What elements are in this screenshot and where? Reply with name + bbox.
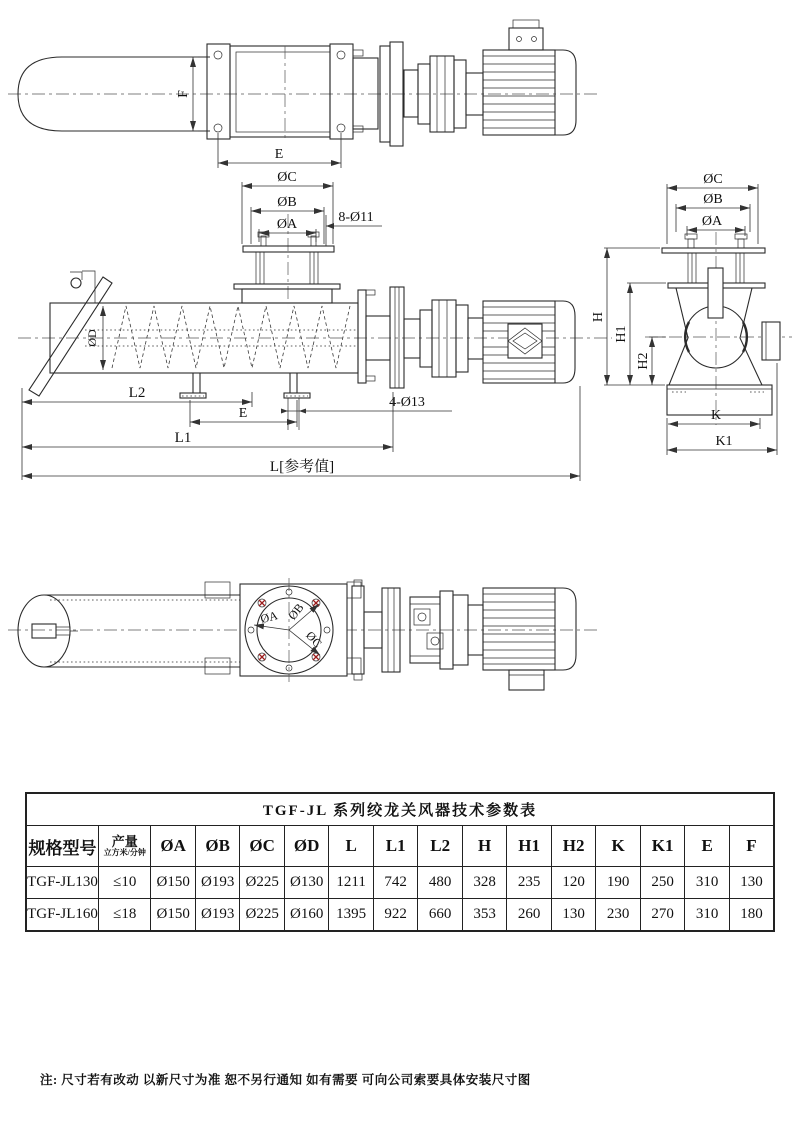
dim-label-h1: H1 (614, 325, 629, 343)
cell-value: 310 (685, 899, 730, 932)
cell-value: Ø225 (240, 899, 285, 932)
cell-capacity: ≤10 (99, 867, 151, 899)
dim-label-phib-bottom: ØB (285, 600, 307, 623)
top-view (8, 20, 600, 168)
capacity-header-unit: 立方米/分钟 (103, 848, 146, 857)
dim-label-phic-side: ØC (277, 170, 297, 185)
cell-value: Ø160 (284, 899, 329, 932)
cell-value: 235 (507, 867, 552, 899)
cell-value: 1211 (329, 867, 374, 899)
cell-value: 250 (640, 867, 685, 899)
spec-table (25, 792, 775, 932)
mounting-plate-right (330, 44, 353, 139)
col-header-f: F (729, 826, 774, 867)
cell-value: Ø225 (240, 867, 285, 899)
col-header-e: E (685, 826, 730, 867)
dim-label-bolts-top: 8-Ø11 (338, 210, 374, 225)
side-view (18, 170, 612, 481)
dim-label-f: F (176, 90, 191, 98)
capacity-header-main: 产量 (111, 834, 138, 849)
motor (483, 20, 576, 135)
cell-value: 180 (729, 899, 774, 932)
col-header-l: L (329, 826, 374, 867)
valve-housing (667, 268, 780, 415)
cell-value: 260 (507, 899, 552, 932)
cell-value: Ø150 (151, 899, 196, 932)
cell-value: 270 (640, 899, 685, 932)
dim-label-h: H (591, 311, 606, 323)
cell-model: TGF-JL160 (26, 899, 99, 932)
dim-label-phia-side: ØA (276, 217, 298, 232)
table-row-jl130 (26, 867, 774, 899)
drive-shaft (708, 268, 723, 318)
dim-label-l2: L2 (128, 385, 146, 401)
dim-label-phib-end: ØB (703, 192, 723, 207)
dim-label-phia-bottom: ØA (258, 608, 280, 627)
mounting-plate-left (207, 44, 230, 139)
dim-label-phib-side: ØB (277, 195, 297, 210)
cell-value: Ø193 (195, 867, 240, 899)
col-header-l1: L1 (373, 826, 418, 867)
housing-body (230, 46, 330, 140)
dim-label-phid: ØD (85, 329, 99, 347)
cell-value: 130 (551, 899, 596, 932)
table-row-jl160 (26, 899, 774, 932)
motor-bottom (483, 588, 576, 690)
dim-label-phic-end: ØC (703, 172, 723, 187)
cell-value: 130 (729, 867, 774, 899)
cell-value: 480 (418, 867, 463, 899)
cell-value: 190 (596, 867, 641, 899)
dim-label-e-top: E (274, 147, 284, 162)
cell-value: 922 (373, 899, 418, 932)
dim-label-phia-end: ØA (701, 214, 723, 229)
col-header-phib: ØB (195, 826, 240, 867)
cell-value: 328 (462, 867, 507, 899)
mounting-feet (180, 373, 310, 430)
table-title: TGF-JL 系列绞龙关风器技术参数表 (26, 793, 774, 826)
drive-train-side (358, 287, 483, 388)
conveyor-tube-bottom (18, 595, 240, 667)
col-header-l2: L2 (418, 826, 463, 867)
dimensions-end-view (591, 172, 777, 455)
dim-label-l-ref: L[参考值] (269, 459, 335, 475)
cell-value: 353 (462, 899, 507, 932)
cell-value: Ø130 (284, 867, 329, 899)
col-header-h2: H2 (551, 826, 596, 867)
cell-value: 310 (685, 867, 730, 899)
screw-auger (112, 306, 350, 368)
cell-value: 230 (596, 899, 641, 932)
end-view (591, 172, 792, 455)
bottom-view (8, 578, 600, 690)
cell-value: 1395 (329, 899, 374, 932)
end-bearing-box (762, 322, 780, 360)
col-header-phia: ØA (151, 826, 196, 867)
col-header-k: K (596, 826, 641, 867)
cell-value: Ø193 (195, 899, 240, 932)
cell-capacity: ≤18 (99, 899, 151, 932)
col-header-capacity (99, 826, 151, 867)
cell-model: TGF-JL130 (26, 867, 99, 899)
dim-label-h2: H2 (636, 352, 651, 370)
cell-value: 120 (551, 867, 596, 899)
cell-value: Ø150 (151, 867, 196, 899)
motor-side (483, 301, 575, 383)
cell-value: 660 (418, 899, 463, 932)
col-header-model: 规格型号 (26, 826, 99, 867)
dimensions-side-view (22, 170, 580, 481)
col-header-phic: ØC (240, 826, 285, 867)
brand-logo (508, 324, 542, 358)
dim-label-k: K (710, 408, 722, 423)
col-header-h: H (462, 826, 507, 867)
col-header-h1: H1 (507, 826, 552, 867)
dim-label-k1: K1 (715, 434, 733, 449)
dim-label-e-side: E (238, 406, 248, 421)
cell-value: 742 (373, 867, 418, 899)
inlet-flap (29, 271, 112, 396)
col-header-phid: ØD (284, 826, 329, 867)
dim-label-l1: L1 (174, 430, 192, 446)
dim-label-phic-bottom: ØC (303, 628, 325, 651)
end-bearing (32, 624, 56, 638)
col-header-k1: K1 (640, 826, 685, 867)
dim-label-bolts-feet: 4-Ø13 (389, 395, 425, 410)
footnote: 注: 尺寸若有改动 以新尺寸为准 恕不另行通知 如有需要 可向公司索要具体安装尺寸图 (40, 1073, 531, 1087)
motor-foot (509, 670, 544, 690)
junction-box (509, 20, 543, 50)
dimensions-top-view (170, 57, 341, 168)
